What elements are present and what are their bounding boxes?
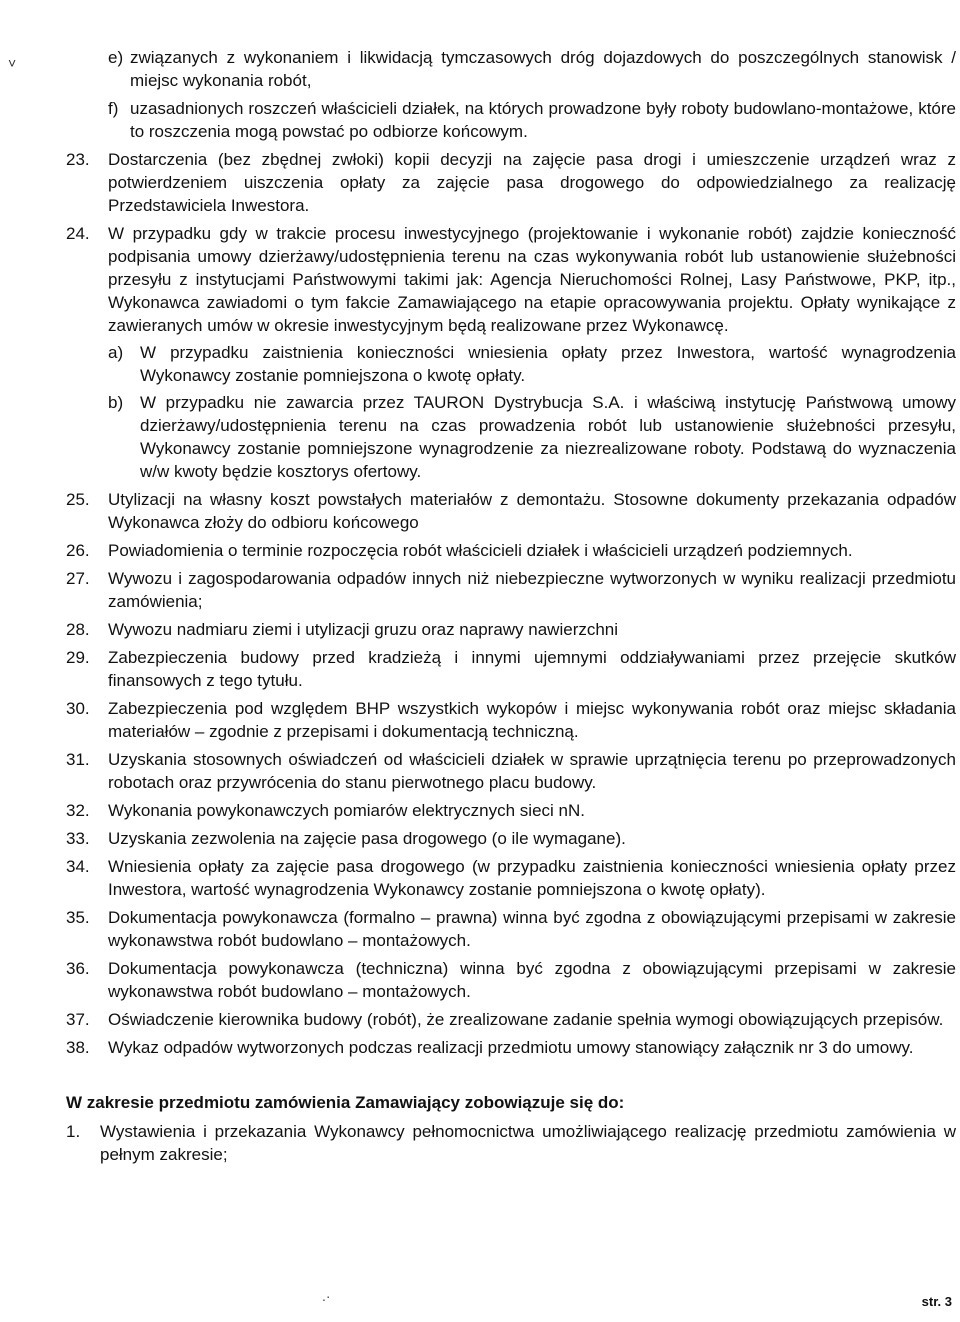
list-marker: 24. — [66, 224, 90, 243]
list-marker: 27. — [66, 569, 90, 588]
list-text: uzasadnionych roszczeń właścicieli działek, na których prowadzone były roboty budowlano-montażowe, które to roszczenia mogą powstać po odbiorze końcowym. — [130, 99, 956, 141]
list-text: Powiadomienia o terminie rozpoczęcia robót właścicieli działek i właścicieli urządzeń podziemnych. — [108, 541, 853, 560]
list-marker: 26. — [66, 541, 90, 560]
list-item-27 — [66, 567, 956, 613]
list-text: Uzyskania zezwolenia na zajęcie pasa drogowego (o ile wymagane). — [108, 829, 626, 848]
list-text: Oświadczenie kierownika budowy (robót), że zrealizowane zadanie spełnia wymogi obowiązujących przepisów. — [108, 1010, 944, 1029]
list-item-32 — [66, 799, 956, 822]
list-marker: 37. — [66, 1010, 90, 1029]
list-text: Wykonania powykonawczych pomiarów elektrycznych sieci nN. — [108, 801, 585, 820]
sub-item-b — [108, 391, 956, 483]
list-item-37 — [66, 1008, 956, 1031]
list-item-35 — [66, 906, 956, 952]
list-item-33 — [66, 827, 956, 850]
list-text: Zabezpieczenia budowy przed kradzieżą i innymi ujemnymi oddziaływaniami przez przejęcie skutków finansowych z tego tytułu. — [108, 648, 956, 690]
list-item-1 — [66, 1120, 956, 1166]
list-item-38 — [66, 1036, 956, 1059]
list-text: Dokumentacja powykonawcza (formalno – prawna) winna być zgodna z obowiązującymi przepisami w zakresie wykonawstwa robót budowlano – montażowych. — [108, 908, 956, 950]
list-item-e — [108, 46, 956, 92]
list-text: Uzyskania stosownych oświadczeń od właścicieli działek w sprawie uprzątnięcia terenu po przeprowadzonych robotach oraz przywrócenia do stanu pierwotnego placu budowy. — [108, 750, 956, 792]
list-text: Dostarczenia (bez zbędnej zwłoki) kopii decyzji na zajęcie pasa drogi i umieszczenie urządzeń wraz z potwierdzeniem uiszczenia opłaty za zajęcie pasa drogowego do odpowiedzialnego za realizację Przedstawiciela Inwestora. — [108, 150, 956, 215]
list-marker: 31. — [66, 750, 90, 769]
list-marker: 36. — [66, 959, 90, 978]
list-marker: 38. — [66, 1038, 90, 1057]
list-item-30 — [66, 697, 956, 743]
list-text: związanych z wykonaniem i likwidacją tymczasowych dróg dojazdowych do poszczególnych stanowisk / miejsc wykonania robót, — [130, 48, 956, 90]
list-item-34 — [66, 855, 956, 901]
sub-text: W przypadku zaistnienia konieczności wniesienia opłaty przez Inwestora, wartość wynagrodzenia Wykonawcy zostanie pomniejszona o kwotę opłaty. — [140, 343, 956, 385]
list-text: Wystawienia i przekazania Wykonawcy pełnomocnictwa umożliwiającego realizację przedmiotu zamówienia w pełnym zakresie; — [100, 1122, 956, 1164]
list-marker: 29. — [66, 648, 90, 667]
document-content — [66, 46, 956, 1166]
list-marker: 28. — [66, 620, 90, 639]
list-text: W przypadku gdy w trakcie procesu inwestycyjnego (projektowanie i wykonanie robót) zajdzie konieczność podpisania umowy dzierżawy/udostępnienia terenu na czas wykonywania robót lub ustanowienie służebności przesyłu z instytucjami Państwowymi takimi jak: Agencja Nieruchomości Rolnej, Lasy Państwowe, PKP, itp., Wykonawca zawiadomi o tym fakcie Zamawiającego na etapie opracowywania projektu. Opłaty wynikające z zawieranych umów w okresie inwestycyjnym będą realizowane przez Wykonawcę. — [108, 224, 956, 335]
list-text: Wywozu i zagospodarowania odpadów innych niż niebezpieczne wytworzonych w wyniku realizacji przedmiotu zamówienia; — [108, 569, 956, 611]
list-item-31 — [66, 748, 956, 794]
list-text: Utylizacji na własny koszt powstałych materiałów z demontażu. Stosowne dokumenty przekazania odpadów Wykonawca złoży do odbioru końcowego — [108, 490, 956, 532]
list-marker: 25. — [66, 490, 90, 509]
list-marker: 23. — [66, 150, 90, 169]
list-body — [108, 222, 956, 483]
list-marker: 33. — [66, 829, 90, 848]
list-item-26 — [66, 539, 956, 562]
section-heading: W zakresie przedmiotu zamówienia Zamawiający zobowiązuje się do: — [66, 1093, 625, 1112]
stray-mark: .· — [322, 1288, 331, 1304]
sub-item-a — [108, 341, 956, 387]
list-item-23 — [66, 148, 956, 217]
list-marker: 32. — [66, 801, 90, 820]
list-item-24 — [66, 222, 956, 483]
corner-mark: ˅ — [8, 55, 17, 71]
list-item-25 — [66, 488, 956, 534]
list-marker: 34. — [66, 857, 90, 876]
list-text: Wykaz odpadów wytworzonych podczas realizacji przedmiotu umowy stanowiący załącznik nr 3 do umowy. — [108, 1038, 914, 1057]
list-item-29 — [66, 646, 956, 692]
list-item-28 — [66, 618, 956, 641]
list-item-f — [108, 97, 956, 143]
sub-marker: a) — [108, 343, 124, 362]
list-text: Wywozu nadmiaru ziemi i utylizacji gruzu oraz naprawy nawierzchni — [108, 620, 619, 639]
list-text: Zabezpieczenia pod względem BHP wszystkich wykopów i miejsc wykonywania robót oraz miejsc składania materiałów – zgodnie z przepisami i dokumentacją techniczną. — [108, 699, 956, 741]
list-marker: 30. — [66, 699, 90, 718]
list-text: Dokumentacja powykonawcza (techniczna) winna być zgodna z obowiązującymi przepisami w zakresie wykonawstwa robót budowlano – montażowych. — [108, 959, 956, 1001]
list-marker: e) — [108, 48, 124, 67]
list-marker: 1. — [66, 1122, 81, 1141]
list-text: Wniesienia opłaty za zajęcie pasa drogowego (w przypadku zaistnienia konieczności wniesienia opłaty przez Inwestora, wartość wynagrodzenia Wykonawcy zostanie pomniejszona o kwotę opłaty). — [108, 857, 956, 899]
sub-marker: b) — [108, 393, 124, 412]
page-number: str. 3 — [921, 1294, 952, 1309]
list-marker: 35. — [66, 908, 90, 927]
list-marker: f) — [108, 99, 119, 118]
sub-text: W przypadku nie zawarcia przez TAURON Dystrybucja S.A. i właściwą instytucję Państwową umowy dzierżawy/udostępnienia terenu na czas prowadzenia robót lub ustanowienie służebności przesyłu, Wykonawcy zostanie pomniejszone wynagrodzenie za niezrealizowane roboty. Podstawą do wyznaczenia w/w kwoty będzie kosztorys ofertowy. — [140, 393, 956, 481]
list-item-36 — [66, 957, 956, 1003]
